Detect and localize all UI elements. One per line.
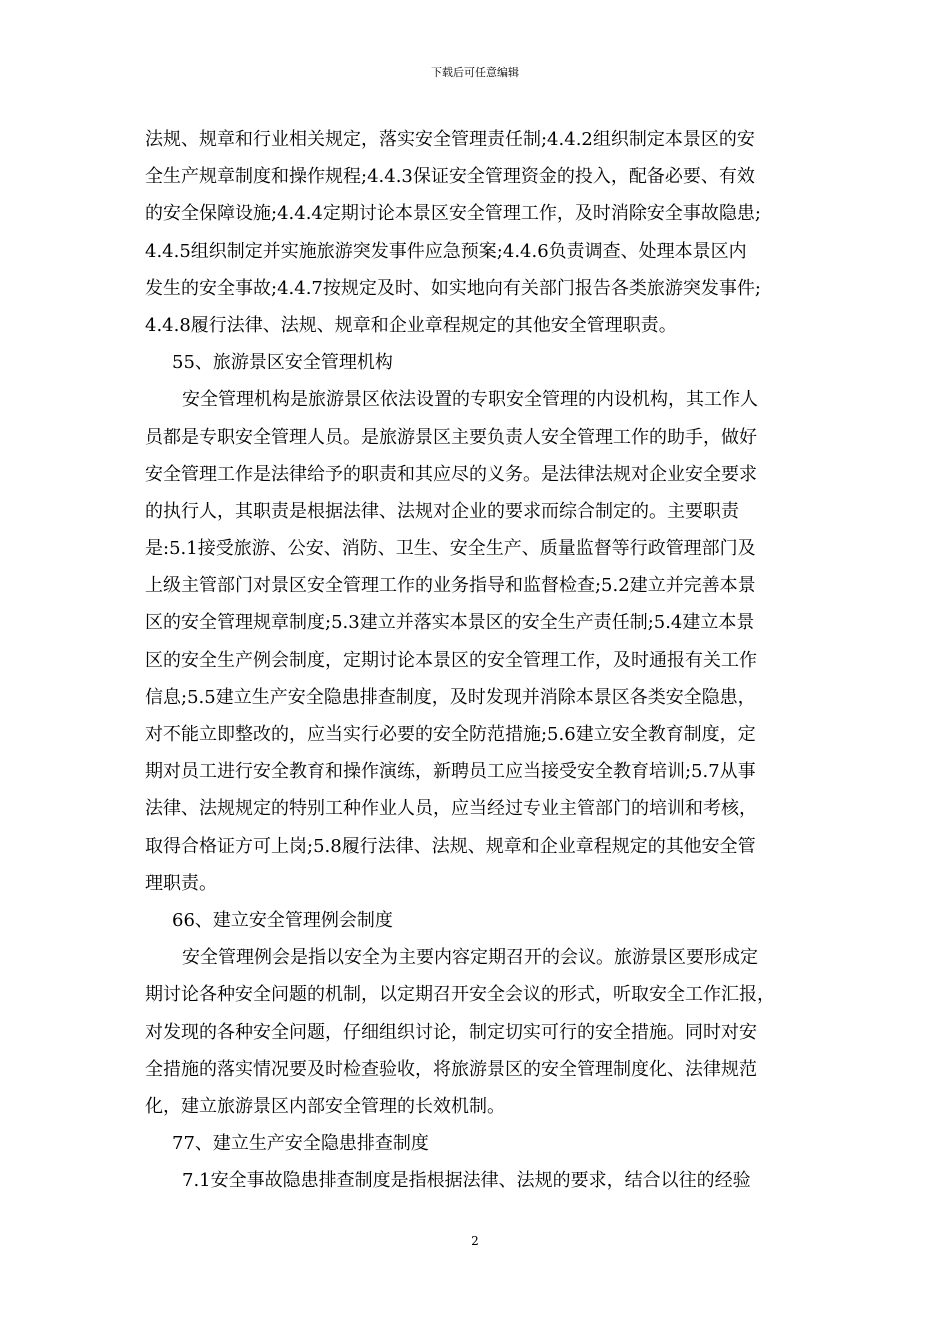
- body-line: 的安全保障设施;4.4.4定期讨论本景区安全管理工作，及时消除安全事故隐患;: [145, 203, 761, 225]
- paragraph-first-line: 7.1安全事故隐患排查制度是指根据法律、法规的要求，结合以往的经验: [182, 1170, 751, 1192]
- section-heading: 55、旅游景区安全管理机构: [172, 352, 393, 374]
- body-line: 员都是专职安全管理人员。是旅游景区主要负责人安全管理工作的助手，做好: [145, 426, 757, 448]
- body-line: 的执行人，其职责是根据法律、法规对企业的要求而综合制定的。主要职责: [145, 500, 739, 522]
- body-line: 法规、规章和行业相关规定，落实安全管理责任制;4.4.2组织制定本景区的安: [145, 129, 755, 150]
- body-line: 全措施的落实情况要及时检查验收，将旅游景区的安全管理制度化、法律规范: [145, 1058, 757, 1080]
- page-header: 下载后可任意编辑: [431, 66, 519, 79]
- body-line: 是:5.1接受旅游、公安、消防、卫生、安全生产、质量监督等行政管理部门及: [145, 538, 756, 560]
- body-line: 期对员工进行安全教育和操作演练，新聘员工应当接受安全教育培训;5.7从事: [145, 761, 756, 783]
- section-heading: 66、建立安全管理例会制度: [172, 909, 393, 931]
- body-line: 全生产规章制度和操作规程;4.4.3保证安全管理资金的投入，配备必要、有效: [145, 166, 755, 188]
- paragraph-first-line: 安全管理例会是指以安全为主要内容定期召开的会议。旅游景区要形成定: [182, 947, 758, 969]
- body-line: 安全管理工作是法律给予的职责和其应尽的义务。是法律法规对企业安全要求: [145, 463, 757, 485]
- body-line: 发生的安全事故;4.4.7按规定及时、如实地向有关部门报告各类旅游突发事件;: [145, 277, 761, 299]
- body-line: 区的安全管理规章制度;5.3建立并落实本景区的安全生产责任制;5.4建立本景: [145, 612, 755, 634]
- section-heading: 77、建立生产安全隐患排查制度: [172, 1133, 429, 1155]
- body-line: 对发现的各种安全问题，仔细组织讨论，制定切实可行的安全措施。同时对安: [145, 1021, 757, 1043]
- paragraph-first-line: 安全管理机构是旅游景区依法设置的专职安全管理的内设机构，其工作人: [182, 389, 758, 411]
- body-line: 取得合格证方可上岗;5.8履行法律、法规、规章和企业章程规定的其他安全管: [145, 835, 756, 857]
- body-line: 4.4.8履行法律、法规、规章和企业章程规定的其他安全管理职责。: [145, 314, 677, 336]
- body-line: 期讨论各种安全问题的机制，以定期召开安全会议的形式，听取安全工作汇报，: [145, 984, 775, 1006]
- body-line: 上级主管部门对景区安全管理工作的业务指导和监督检查;5.2建立并完善本景: [145, 575, 756, 597]
- body-line: 信息;5.5建立生产安全隐患排查制度，及时发现并消除本景区各类安全隐患，: [145, 686, 756, 708]
- body-line: 4.4.5组织制定并实施旅游突发事件应急预案;4.4.6负责调查、处理本景区内: [145, 240, 747, 262]
- page-number: 2: [471, 1234, 479, 1248]
- body-line: 理职责。: [145, 872, 217, 894]
- body-line: 对不能立即整改的，应当实行必要的安全防范措施;5.6建立安全教育制度，定: [145, 724, 756, 745]
- body-line: 法律、法规规定的特别工种作业人员，应当经过专业主管部门的培训和考核，: [145, 798, 757, 820]
- body-line: 化，建立旅游景区内部安全管理的长效机制。: [145, 1095, 505, 1117]
- body-line: 区的安全生产例会制度，定期讨论本景区的安全管理工作，及时通报有关工作: [145, 649, 757, 671]
- document-body: [145, 121, 812, 1199]
